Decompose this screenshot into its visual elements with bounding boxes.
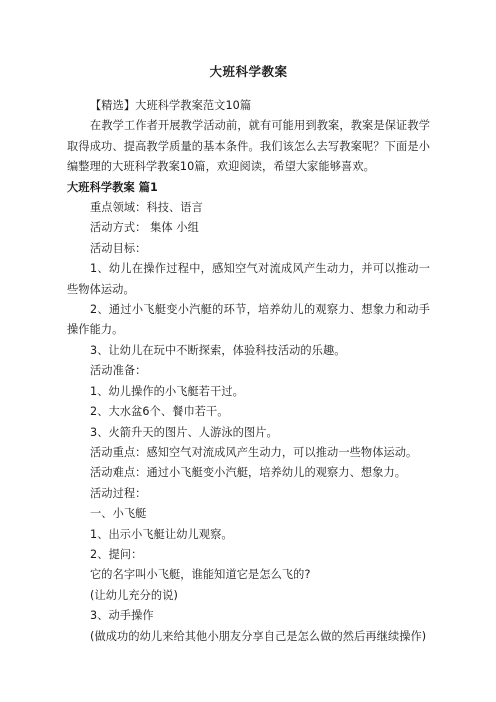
- paragraph: 2、大水盆6个、餐巾若干。: [90, 405, 229, 419]
- paragraph: 3、火箭升天的图片、人游泳的图片。: [90, 425, 278, 439]
- paragraph: 活动准备：: [90, 364, 147, 378]
- paragraph: 活动方式： 集体 小组: [90, 221, 199, 235]
- paragraph: 【精选】大班科学教案范文10篇: [90, 99, 252, 112]
- paragraph: 重点领域：科技、语言: [90, 201, 203, 215]
- paragraph: 2、通过小飞艇变小汽艇的环节，培养幼儿的观察力、想象力和动手操作能力。: [67, 303, 430, 337]
- paragraph: (做成功的幼儿来给其他小朋友分享自己是怎么做的然后再继续操作): [90, 629, 427, 643]
- paragraph: 3、动手操作: [90, 609, 154, 623]
- paragraph: 在教学工作者开展教学活动前，就有可能用到教案，教案是保证教学取得成功、提高教学质量的基本条件。我们该怎么去写教案呢？下面是小编整理的大班科学教案10篇，欢迎阅读，希望大家能够喜欢。: [67, 119, 430, 174]
- paragraph: 活动过程：: [90, 486, 147, 500]
- document-body: [67, 96, 430, 647]
- paragraph: 1、出示小飞艇让幼儿观察。: [90, 527, 233, 541]
- paragraph: (让幼儿充分的说): [90, 588, 178, 602]
- paragraph: 1、幼儿在操作过程中，感知空气对流成风产生动力，并可以推动一些物体运动。: [67, 262, 430, 296]
- paragraph: 活动难点：通过小飞艇变小汽艇，培养幼儿的观察力、想象力。: [90, 466, 407, 480]
- paragraph: 它的名字叫小飞艇，谁能知道它是怎么飞的?: [90, 568, 311, 582]
- paragraph: 2、提问：: [90, 547, 143, 561]
- paragraph: 活动重点：感知空气对流成风产生动力，可以推动一些物体运动。: [90, 445, 418, 459]
- document-title: 大班科学教案: [209, 64, 288, 79]
- section-heading: 大班科学教案 篇1: [67, 180, 158, 194]
- paragraph: 一、小飞艇: [90, 507, 147, 521]
- paragraph: 活动目标：: [90, 241, 147, 255]
- paragraph: 3、让幼儿在玩中不断探索，体验科技活动的乐趣。: [90, 343, 346, 357]
- paragraph: 1、幼儿操作的小飞艇若干过。: [90, 384, 244, 398]
